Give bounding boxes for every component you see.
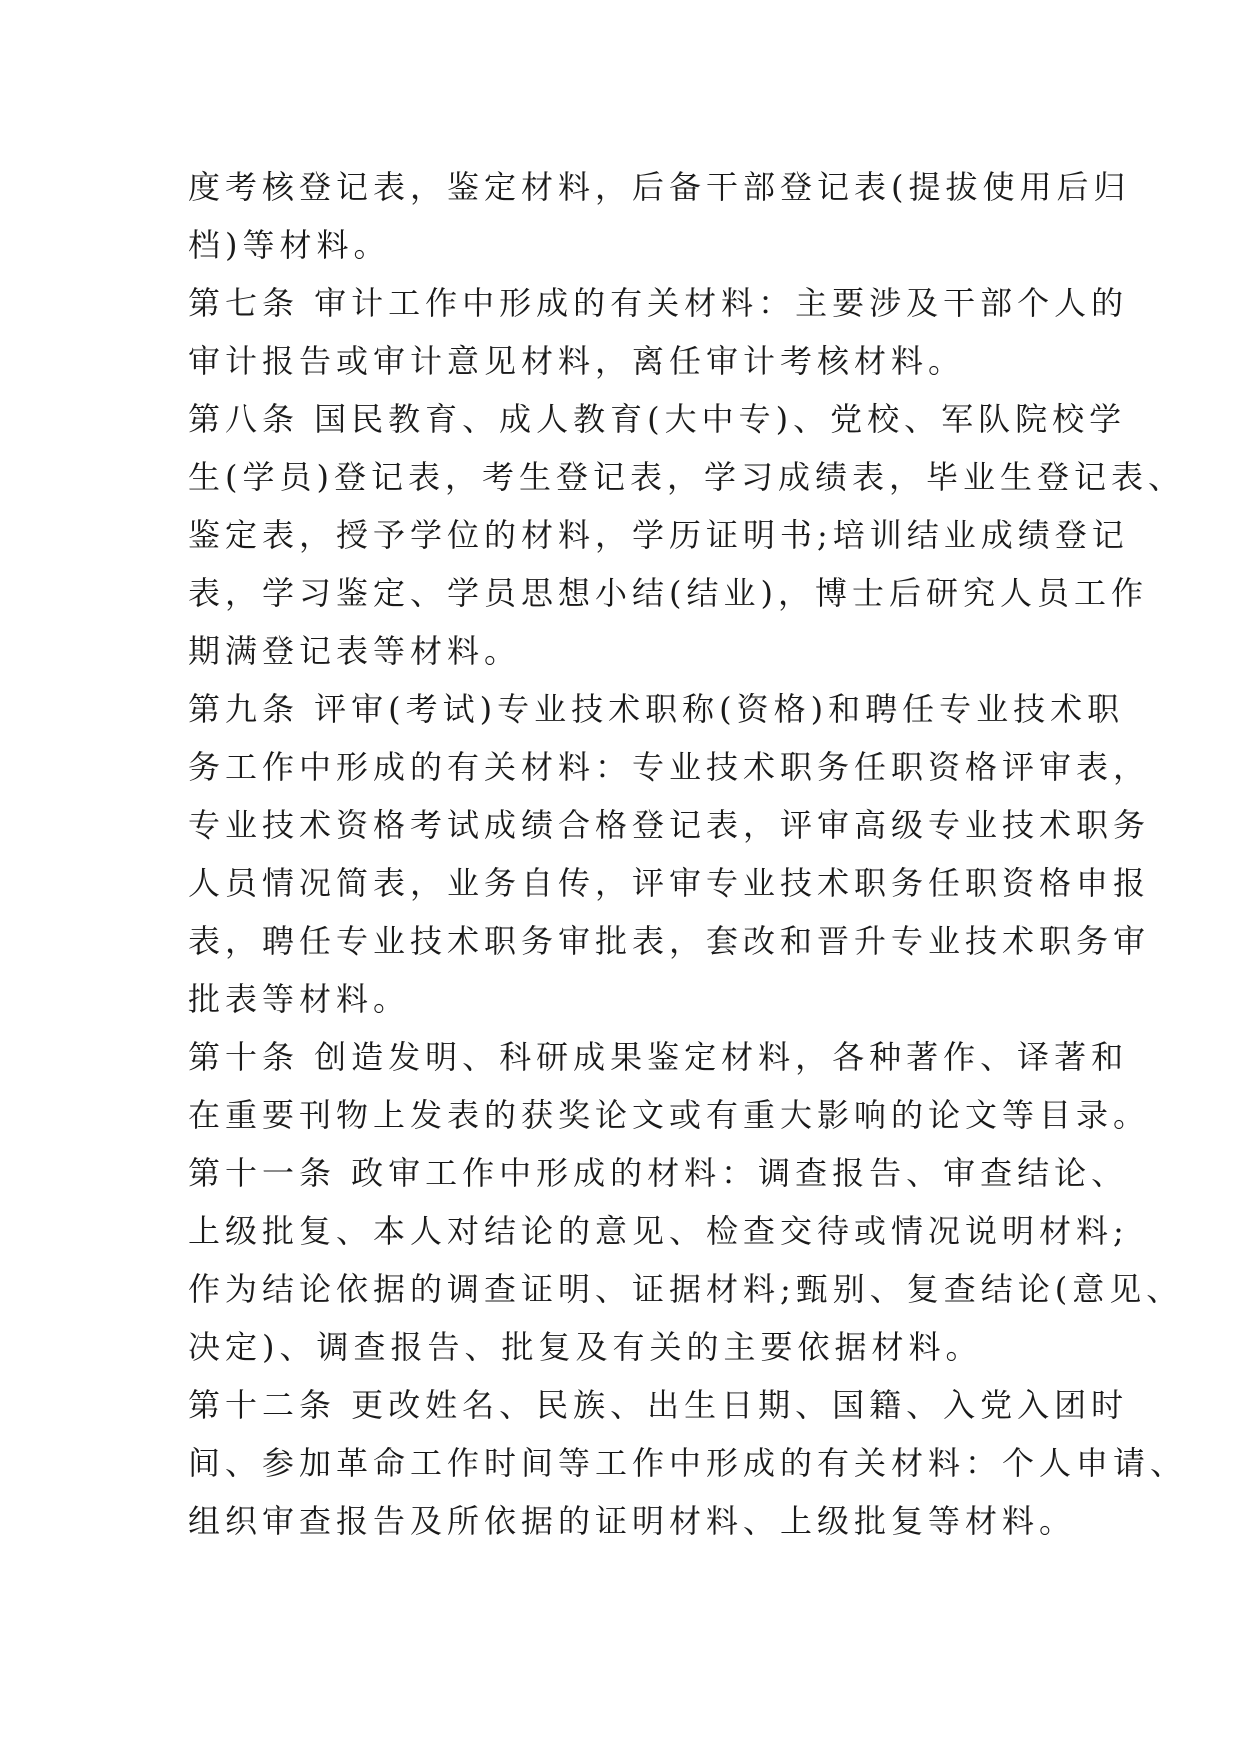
text-line: 生(学员)登记表，考生登记表，学习成绩表，毕业生登记表、	[188, 458, 1185, 496]
text-line: 批表等材料。	[188, 980, 411, 1018]
text-line: 作为结论依据的调查证明、证据材料;甄别、复查结论(意见、	[188, 1270, 1184, 1308]
text-line: 表，聘任专业技术职务审批表，套改和晋升专业技术职务审	[188, 922, 1151, 960]
text-line: 专业技术资格考试成绩合格登记表，评审高级专业技术职务	[188, 806, 1151, 844]
text-line: 档)等材料。	[188, 226, 391, 264]
text-line: 务工作中形成的有关材料：专业技术职务任职资格评审表，	[188, 748, 1151, 786]
text-line: 决定)、调查报告、批复及有关的主要依据材料。	[188, 1328, 983, 1366]
text-line: 审计报告或审计意见材料，离任审计考核材料。	[188, 342, 966, 380]
text-line: 度考核登记表，鉴定材料，后备干部登记表(提拔使用后归	[188, 168, 1131, 206]
text-line: 在重要刊物上发表的获奖论文或有重大影响的论文等目录。	[188, 1096, 1151, 1134]
text-line: 表，学习鉴定、学员思想小结(结业)，博士后研究人员工作	[188, 574, 1148, 612]
text-line: 第十条 创造发明、科研成果鉴定材料，各种著作、译著和	[188, 1038, 1129, 1076]
document-body	[188, 158, 1188, 1550]
text-line: 期满登记表等材料。	[188, 632, 522, 670]
text-line: 第八条 国民教育、成人教育(大中专)、党校、军队院校学	[188, 400, 1127, 438]
text-line: 第十二条 更改姓名、民族、出生日期、国籍、入党入团时	[188, 1386, 1129, 1424]
text-line: 鉴定表，授予学位的材料，学历证明书;培训结业成绩登记	[188, 516, 1129, 554]
text-line: 上级批复、本人对结论的意见、检查交待或情况说明材料;	[188, 1212, 1129, 1250]
text-line: 第十一条 政审工作中形成的材料：调查报告、审查结论、	[188, 1154, 1129, 1192]
text-line: 人员情况简表，业务自传，评审专业技术职务任职资格申报	[188, 864, 1151, 902]
text-line: 第九条 评审(考试)专业技术职称(资格)和聘任专业技术职	[188, 690, 1125, 728]
text-line: 第七条 审计工作中形成的有关材料：主要涉及干部个人的	[188, 284, 1129, 322]
text-line: 组织审查报告及所依据的证明材料、上级批复等材料。	[188, 1502, 1077, 1540]
text-line: 间、参加革命工作时间等工作中形成的有关材料：个人申请、	[188, 1444, 1188, 1482]
